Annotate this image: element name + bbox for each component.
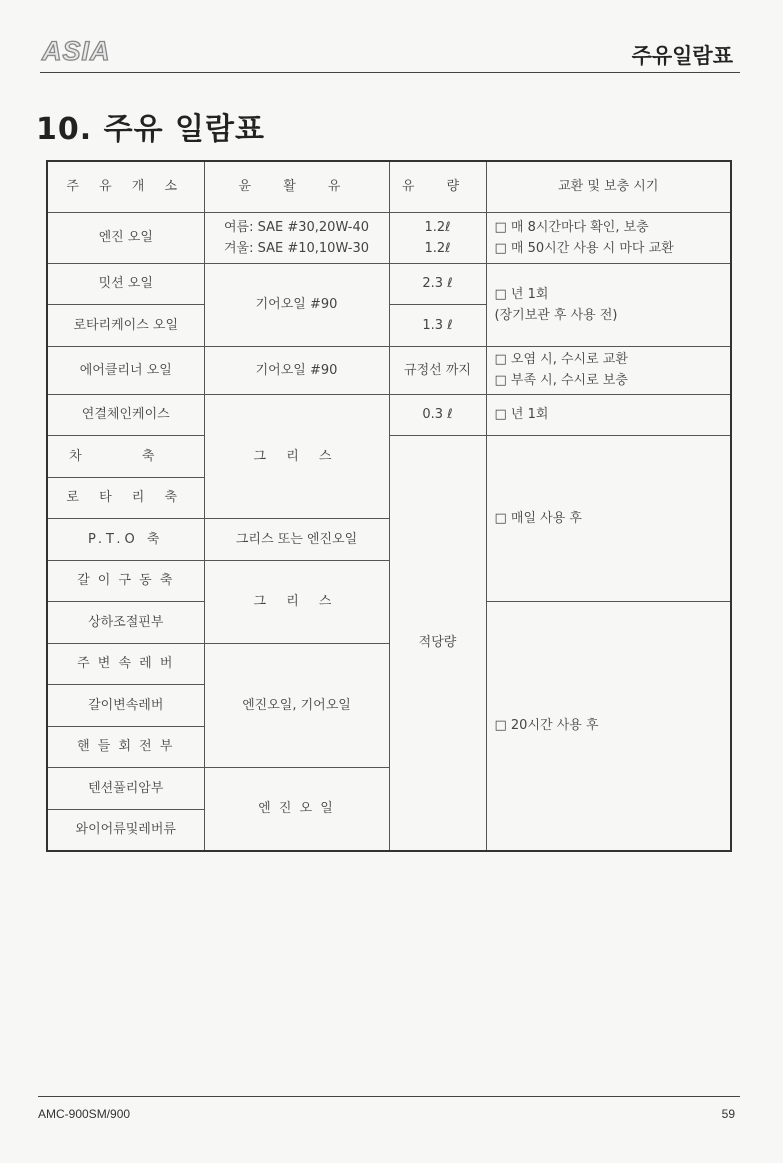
header-timing: 교환 및 보충 시기	[486, 161, 731, 212]
header-title: 주유일람표	[631, 44, 733, 68]
location-height-adjust-pin: 상하조절핀부	[47, 602, 204, 644]
asia-logo: ASIA	[42, 36, 111, 66]
amount-rotary-case-oil: 1.3 ℓ	[389, 305, 486, 347]
header-location: 주 유 개 소	[47, 161, 204, 212]
table-header-row	[47, 161, 731, 212]
amount-chain-case: 0.3 ℓ	[389, 394, 486, 436]
timing-chain-case: □ 년 1회	[486, 394, 731, 436]
timing-replace: □ 매 50시간 사용 시 마다 교환	[494, 240, 674, 256]
location-main-shift-lever: 주 변 속 레 버	[47, 643, 204, 685]
location-air-cleaner-oil: 에어클리너 오일	[47, 346, 204, 394]
timing-engine-oil	[486, 212, 731, 263]
lubricant-gear-oil: 기어오일 #90	[204, 263, 389, 346]
lubricant-grease-1: 그 리 스	[204, 394, 389, 519]
lubricant-grease-2: 그 리 스	[204, 560, 389, 643]
table-row	[47, 263, 731, 305]
header-divider	[40, 72, 740, 73]
lubricant-engine-oil: 엔 진 오 일	[204, 768, 389, 851]
timing-yearly-line: □ 년 1회	[494, 286, 549, 302]
amount-air-cleaner: 규정선 까지	[389, 346, 486, 394]
lubricant-engine-oil	[204, 212, 389, 263]
header-lubricant: 윤 활 유	[204, 161, 389, 212]
location-rotary-shaft: 로 타 리 축	[47, 477, 204, 519]
timing-insufficient: □ 부족 시, 수시로 보충	[494, 373, 628, 388]
location-handle-swivel: 핸 들 회 전 부	[47, 726, 204, 768]
timing-storage-line: (장기보관 후 사용 전)	[494, 307, 618, 323]
section-title: 10. 주유 일람표	[36, 112, 265, 147]
table-row	[47, 394, 731, 436]
lubricant-summer: 여름: SAE #30,20W-40	[223, 219, 370, 235]
location-axle: 차 축	[47, 436, 204, 478]
location-tiller-drive-shaft: 갈 이 구 동 축	[47, 560, 204, 602]
amount-proper: 적당량	[389, 436, 486, 851]
table-row	[47, 346, 731, 394]
lubricant-winter: 겨울: SAE #10,10W-30	[223, 240, 370, 256]
location-tension-pulley-arm: 텐션풀리암부	[47, 768, 204, 810]
timing-20-hours: □ 20시간 사용 후	[486, 602, 731, 851]
header-amount: 유 량	[389, 161, 486, 212]
timing-contaminated: □ 오염 시, 수시로 교환	[494, 352, 628, 367]
timing-air-cleaner	[486, 346, 731, 394]
location-pto-shaft: P.T.O 축	[47, 519, 204, 561]
amount-summer: 1.2ℓ	[424, 219, 451, 235]
location-wire-lever: 와이어류및레버류	[47, 809, 204, 851]
amount-engine-oil	[389, 212, 486, 263]
location-mission-oil: 밋션 오일	[47, 263, 204, 305]
lubrication-table	[46, 160, 732, 852]
lubricant-engine-gear: 엔진오일, 기어오일	[204, 643, 389, 768]
timing-check: □ 매 8시간마다 확인, 보충	[494, 219, 649, 235]
table-row	[47, 436, 731, 478]
lubricant-pto: 그리스 또는 엔진오일	[204, 519, 389, 561]
footer-model: AMC-900SM/900	[38, 1107, 131, 1121]
timing-daily: □ 매일 사용 후	[486, 436, 731, 602]
timing-yearly	[486, 263, 731, 346]
location-tiller-shift-lever: 갈이변속레버	[47, 685, 204, 727]
location-chain-case: 연결체인케이스	[47, 394, 204, 436]
amount-winter: 1.2ℓ	[424, 240, 451, 256]
amount-mission-oil: 2.3 ℓ	[389, 263, 486, 305]
page-number: 59	[721, 1107, 735, 1121]
footer-divider	[38, 1096, 740, 1097]
table-row	[47, 212, 731, 263]
location-rotary-case-oil: 로타리케이스 오일	[47, 305, 204, 347]
location-engine-oil: 엔진 오일	[47, 212, 204, 263]
lubricant-air-cleaner: 기어오일 #90	[204, 346, 389, 394]
